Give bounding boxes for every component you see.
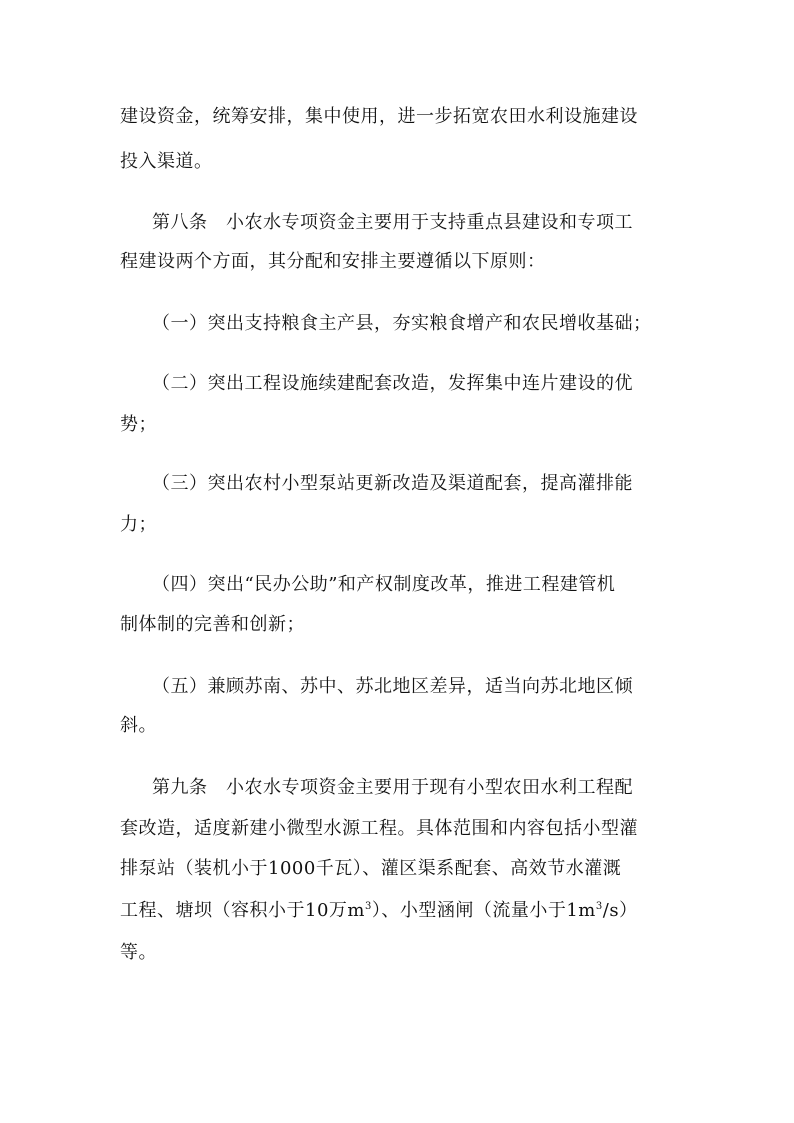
text-line: （五）兼顾苏南、苏中、苏北地区差异，适当向苏北地区倾 bbox=[152, 676, 633, 697]
text-line: 排泵站（装机小于1000千瓦）、灌区渠系配套、高效节水灌溉 bbox=[120, 858, 622, 879]
text-line: 第九条 小农水专项资金主要用于现有小型农田水利工程配 bbox=[152, 777, 633, 798]
text-line: （四）突出“民办公助”和产权制度改革，推进工程建管机 bbox=[152, 574, 616, 595]
text-line: 建设资金，统筹安排，集中使用，进一步拓宽农田水利设施建设 bbox=[120, 106, 638, 127]
text-line: 等。 bbox=[120, 942, 157, 963]
superscript: 3 bbox=[595, 901, 603, 912]
text-line: （一）突出支持粮食主产县，夯实粮食增产和农民增收基础； bbox=[152, 313, 652, 334]
text-line: 程建设两个方面，其分配和安排主要遵循以下原则： bbox=[120, 251, 546, 272]
line-segment: ）、小型涵闸（流量小于1m bbox=[371, 900, 596, 921]
text-line: （三）突出农村小型泵站更新改造及渠道配套，提高灌排能 bbox=[152, 473, 633, 494]
line-segment: /s） bbox=[602, 900, 638, 921]
text-line: 套改造，适度新建小微型水源工程。具体范围和内容包括小型灌 bbox=[120, 818, 638, 839]
line-segment: 工程、塘坝（容积小于10万m bbox=[120, 900, 365, 921]
superscript: 3 bbox=[364, 901, 372, 912]
text-line: 斜。 bbox=[120, 715, 157, 736]
text-line: （二）突出工程设施续建配套改造，发挥集中连片建设的优 bbox=[152, 373, 633, 394]
text-line: 势； bbox=[120, 414, 157, 435]
text-line-with-superscripts bbox=[120, 898, 638, 924]
text-line: 力； bbox=[120, 514, 157, 535]
text-line: 第八条 小农水专项资金主要用于支持重点县建设和专项工 bbox=[152, 212, 633, 233]
text-line: 制体制的完善和创新； bbox=[120, 614, 305, 635]
text-line: 投入渠道。 bbox=[120, 151, 213, 172]
